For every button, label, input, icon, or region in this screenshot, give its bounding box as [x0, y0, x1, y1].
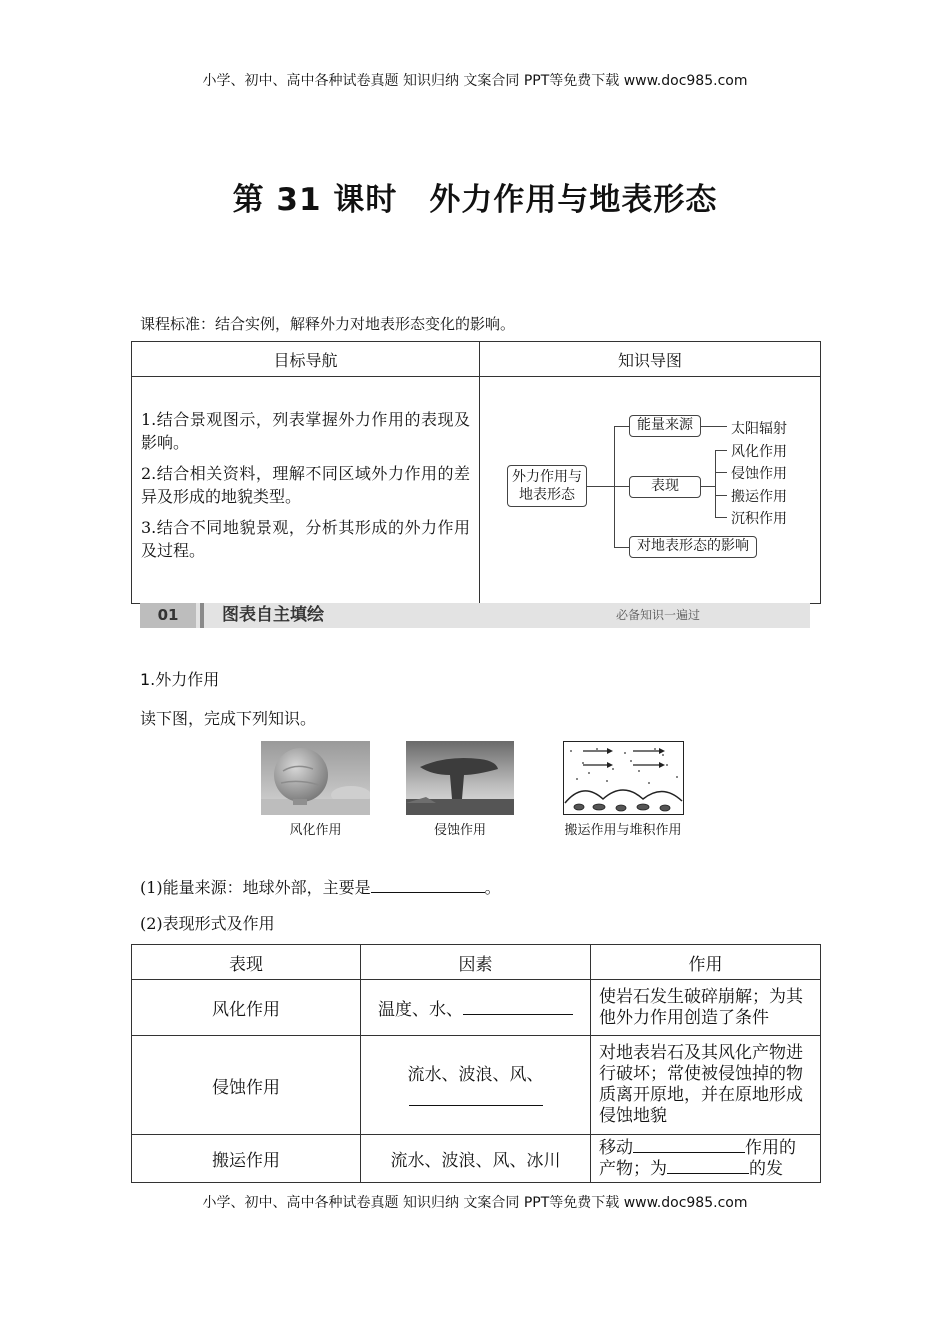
- weathering-caption: 风化作用: [289, 823, 342, 838]
- banner-number: 01: [140, 603, 196, 628]
- goal-item-2: 2.结合相关资料，理解不同区域外力作用的差异及形成的地貌类型。: [141, 464, 470, 506]
- header-manifestation: 表现: [132, 945, 361, 980]
- mindmap-leaf-weathering: 风化作用: [731, 444, 787, 460]
- course-standard: 课程标准：结合实例，解释外力对地表形态变化的影响。: [140, 315, 516, 333]
- question-1-end: 。: [484, 878, 501, 897]
- knowledge-map-header: 知识导图: [480, 342, 821, 377]
- table-row: [132, 1135, 821, 1183]
- question-1-text: (1)能量来源：地球外部，主要是: [140, 878, 371, 897]
- row-name: 搬运作用: [132, 1135, 361, 1183]
- factor-text: 温度、水、: [378, 1000, 463, 1020]
- mindmap-leaf-deposition: 沉积作用: [731, 511, 787, 527]
- answer-blank-transport-1[interactable]: [633, 1138, 745, 1153]
- section-title: 1.外力作用: [140, 670, 220, 689]
- row-effect: 对地表岩石及其风化产物进行破坏；常使被侵蚀掉的物质离开原地，并在原地形成侵蚀地貌: [591, 1036, 821, 1135]
- answer-blank-transport-2[interactable]: [667, 1159, 749, 1174]
- page-title: 第 31 课时 外力作用与地表形态: [232, 182, 718, 218]
- row-factor: 流水、波浪、风、冰川: [361, 1135, 591, 1183]
- mindmap-root-line2: 地表形态: [519, 487, 575, 503]
- erosion-caption: 侵蚀作用: [433, 823, 486, 838]
- row-factor: [361, 1036, 591, 1135]
- mindmap-leaf-solar: 太阳辐射: [731, 421, 787, 437]
- row-name: 风化作用: [132, 980, 361, 1036]
- effect-text-4: 的发: [749, 1158, 783, 1179]
- mindmap-leaf-erosion: 侵蚀作用: [731, 466, 787, 482]
- knowledge-map-cell: [480, 377, 821, 604]
- mindmap-root-line1: 外力作用与: [512, 469, 582, 485]
- goal-item-3: 3.结合不同地貌景观，分析其形成的外力作用及过程。: [141, 518, 470, 560]
- banner-subtitle: 必备知识一遍过: [616, 608, 701, 622]
- goal-cell: [132, 377, 480, 604]
- goal-item-1: 1.结合景观图示，列表掌握外力作用的表现及影响。: [141, 410, 470, 452]
- mindmap-impact-node: 对地表形态的影响: [629, 536, 757, 558]
- transport-deposition-diagram: [563, 741, 684, 815]
- factor-text: 流水、波浪、风、: [407, 1064, 544, 1085]
- mindmap-leaf-transport: 搬运作用: [731, 489, 787, 505]
- effect-text-2: 作用的: [745, 1137, 796, 1158]
- effect-text-1: 移动: [599, 1137, 633, 1158]
- mindmap-energy-node: 能量来源: [629, 415, 701, 437]
- goal-header: 目标导航: [132, 342, 480, 377]
- mindmap-root: [507, 465, 587, 507]
- answer-blank-energy[interactable]: [371, 878, 485, 893]
- header-factor: 因素: [361, 945, 591, 980]
- row-name: 侵蚀作用: [132, 1036, 361, 1135]
- question-1: [140, 875, 501, 898]
- table-row: [132, 980, 821, 1036]
- row-effect: [591, 1135, 821, 1183]
- page-footer: 小学、初中、高中各种试卷真题 知识归纳 文案合同 PPT等免费下载 www.doc985.com: [202, 1195, 748, 1211]
- table-row: [132, 1036, 821, 1135]
- transport-deposition-caption: 搬运作用与堆积作用: [564, 823, 682, 838]
- instruction-text: 读下图，完成下列知识。: [140, 709, 317, 728]
- knowledge-mindmap: [481, 378, 819, 602]
- section-banner: [140, 603, 810, 628]
- mindmap-manifest-node: 表现: [629, 476, 701, 498]
- page-header: 小学、初中、高中各种试卷真题 知识归纳 文案合同 PPT等免费下载 www.doc985.com: [202, 73, 748, 89]
- erosion-photo: [406, 741, 514, 815]
- header-effect: 作用: [591, 945, 821, 980]
- effect-text-3: 产物；为: [599, 1158, 667, 1179]
- banner-label: 图表自主填绘: [222, 605, 324, 625]
- question-2: (2)表现形式及作用: [140, 914, 275, 933]
- weathering-photo: [261, 741, 370, 815]
- row-effect: 使岩石发生破碎崩解；为其他外力作用创造了条件: [591, 980, 821, 1036]
- external-forces-table: [131, 944, 821, 1183]
- goal-knowledge-table: [131, 341, 821, 604]
- row-factor: [361, 980, 591, 1036]
- answer-blank-erosion-factor[interactable]: [409, 1091, 543, 1106]
- answer-blank-weathering-factor[interactable]: [463, 1000, 573, 1015]
